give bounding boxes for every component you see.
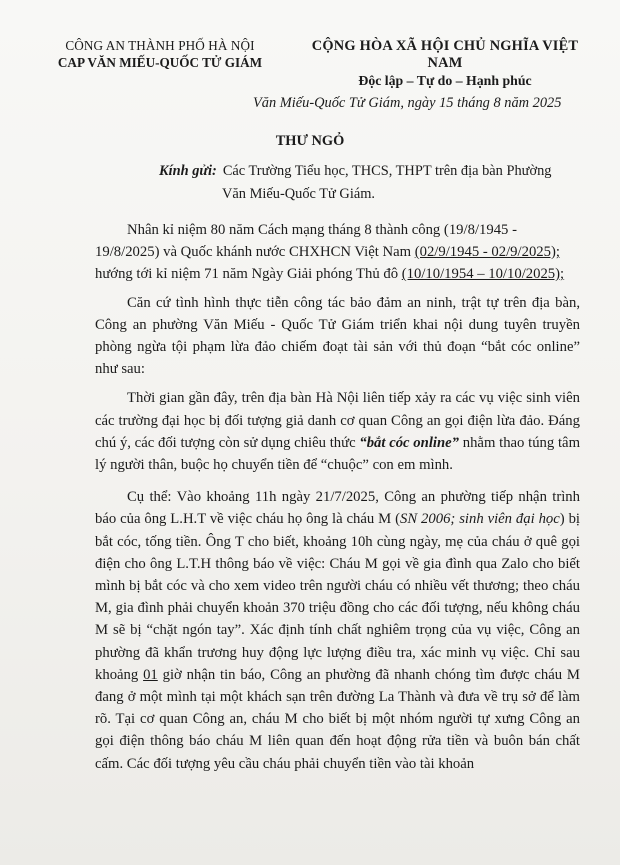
national-heading <box>300 38 590 89</box>
recipient-block <box>159 160 579 206</box>
para4-text2: ) bị bắt cóc, tống tiền. Ông T cho biết, khoảng 10h cùng ngày, mẹ của cháu ở quê gọi điện cho ông L.T.H thông báo về việc: Cháu M gọi về gia đình qua Zalo cho biết mình bị bắt cóc và cho xem video trên người cháu có nhiều vết thương; theo cháu M, gia đình phải chuyển khoản 370 triệu đồng cho các đối tượng, nếu không cháu M sẽ bị “chặt ngón tay”. Xác định tính chất nghiêm trọng của vụ việc, Công an phường đã khẩn trương huy động lực lượng điều tra, xác minh vụ việc. Chỉ sau khoảng <box>95 511 581 683</box>
para4-underline: 01 <box>143 666 158 683</box>
para1-text3: hướng tới kỉ niệm 71 năm Ngày Giải phóng Thủ đô <box>95 266 402 283</box>
para1-underline-1: (02/9/1945 - 02/9/2025); <box>414 244 560 261</box>
place-date: Văn Miếu-Quốc Tử Giám, ngày 15 tháng 8 năm 2025 <box>253 95 562 111</box>
recipient-label: Kính gửi: <box>159 163 217 179</box>
page-title: THƯ NGỎ <box>275 133 345 149</box>
para3-text2: nhằm thao túng tâm lý người thân, buộc họ chuyển tiền để “chuộc” con em mình. <box>95 434 580 474</box>
para4-text3: giờ nhận tin báo, Công an phường đã nhanh chóng tìm được cháu M đang ở một mình tại một khách sạn trên đường La Thành và đưa về trụ sở để làm rõ. Tại cơ quan Công an, cháu M cho biết bị một nhóm người tự xưng Công an gọi điện thông báo cháu M liên quan đến hoạt động rửa tiền và buôn bán chất cấm. Các đối tượng yêu cầu cháu phải chuyển tiền vào tài khoản <box>95 666 580 772</box>
para1-underline-2: (10/10/1954 – 10/10/2025); <box>401 266 565 283</box>
para1-line2 <box>63 241 580 263</box>
paragraph-anniversary <box>95 219 580 286</box>
nation-name: CỘNG HÒA XÃ HỘI CHỦ NGHĨA VIỆT NAM <box>311 38 579 71</box>
paragraph-basis: Căn cứ tình hình thực tiễn công tác bảo đảm an ninh, trật tự trên địa bàn, Công an phường Văn Miếu - Quốc Tử Giám triển khai nội dung tuyên truyền phòng ngừa tội phạm lừa đảo chiếm đoạt tài sản với thủ đoạn “bắt cóc online” như sau: <box>95 294 580 378</box>
recipient-line-1: Các Trường Tiểu học, THCS, THPT trên địa bàn Phường <box>222 163 552 179</box>
national-motto: Độc lập – Tự do – Hạnh phúc <box>358 73 532 88</box>
para4-text1: Cụ thể: Vào khoảng 11h ngày 21/7/2025, Công an phường tiếp nhận trình báo của ông L.H.T về việc cháu họ ông là cháu M ( <box>95 489 580 528</box>
agency-parent: CÔNG AN THÀNH PHỐ HÀ NỘI <box>65 38 255 53</box>
para3-text1: Thời gian gần đây, trên địa bàn Hà Nội liên tiếp xảy ra các vụ việc sinh viên các trường đại học bị đối tượng giả danh cơ quan Công an gọi điện lừa đảo. Đáng chú ý, các đối tượng còn sử dụng chiêu thức <box>95 390 580 451</box>
agency-unit: CAP VĂN MIẾU-QUỐC TỬ GIÁM <box>57 55 263 70</box>
para1-text2: 19/8/2025) và Quốc khánh nước CHXHCN Việt Nam <box>95 244 415 261</box>
para3-emphasis: “bắt cóc online” <box>359 434 460 451</box>
issuing-agency <box>55 38 265 71</box>
para4-italic: SN 2006; sinh viên đại học <box>400 511 560 528</box>
paragraph-case <box>95 486 580 775</box>
para1-line1: Nhân kỉ niệm 80 năm Cách mạng tháng 8 thành công (19/8/1945 - <box>127 222 517 238</box>
para1-line3 <box>63 263 580 285</box>
letter-body <box>95 219 580 783</box>
paragraph-situation <box>95 387 580 476</box>
recipient-line-2: Văn Miếu-Quốc Tử Giám. <box>222 186 376 202</box>
